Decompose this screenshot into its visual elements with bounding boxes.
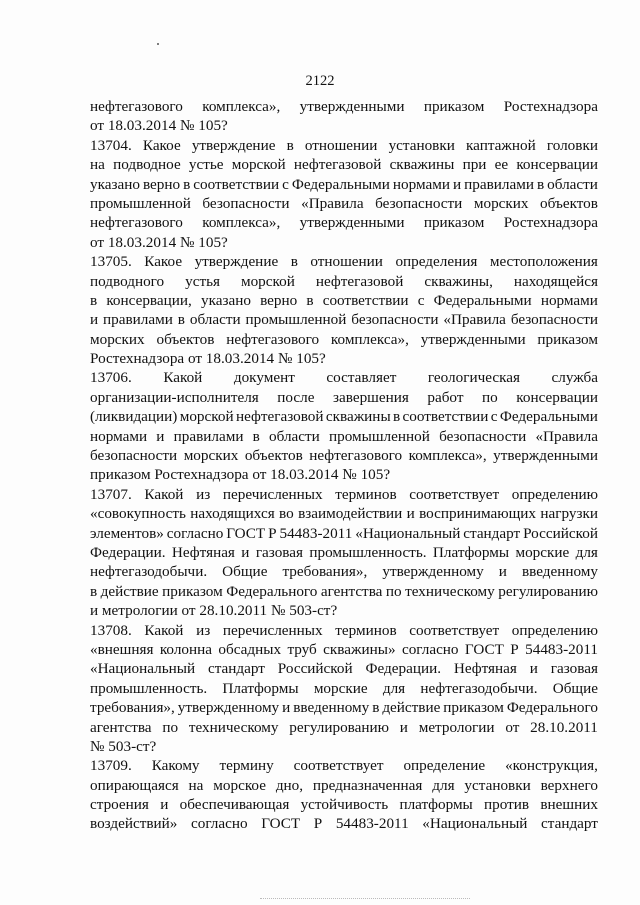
text-line: Ростехнадзора от 18.03.2014 № 105? [90, 350, 326, 368]
text-line: опирающаяся на морское дно, предназначенная для установки верхнего [90, 776, 598, 794]
text-line: «совокупность находящихся во взаимодействии и воспринимающих нагрузки [90, 505, 598, 523]
text-line: промышленность. Платформы морские для нефтегазодобычи. Общие [90, 679, 598, 697]
text-line: (ликвидации) морской нефтегазовой скважины в соответствии с Федеральными [90, 408, 598, 426]
page-number: 2122 [305, 73, 335, 89]
text-line: 13705. Какое утверждение в отношении определения местоположения [90, 253, 598, 271]
text-line: нормами и правилами в области промышленной безопасности «Правила [90, 427, 598, 445]
text-line: морских объектов нефтегазового комплекса», утвержденными приказом [90, 330, 598, 348]
text-line: промышленной безопасности «Правила безопасности морских объектов [90, 194, 598, 212]
scan-edge-mark [260, 898, 470, 902]
text-line: от 18.03.2014 № 105? [90, 233, 228, 251]
text-line: 13704. Какое утверждение в отношении установки каптажной головки [90, 136, 598, 154]
text-line: строения и обеспечивающая устойчивость платформы против внешних [90, 796, 598, 814]
text-line: 13707. Какой из перечисленных терминов соответствует определению [90, 485, 598, 503]
text-line: элементов» согласно ГОСТ Р 54483-2011 «Национальный стандарт Российской [90, 524, 598, 542]
text-line: воздействий» согласно ГОСТ Р 54483-2011 «Национальный стандарт [90, 815, 598, 833]
text-line: и метрологии от 28.10.2011 № 503-ст? [90, 602, 338, 620]
text-line: нефтегазодобычи. Общие требования», утвержденному и введенному [90, 563, 598, 581]
scan-speck [157, 43, 159, 45]
text-line: нефтегазового комплекса», утвержденными приказом Ростехнадзора [90, 98, 598, 115]
text-line: Федерации. Нефтяная и газовая промышленность. Платформы морские для [90, 543, 598, 561]
text-line: и правилами в области промышленной безопасности «Правила безопасности [90, 311, 598, 329]
text-line: «Национальный стандарт Российской Федерации. Нефтяная и газовая [90, 660, 598, 678]
text-line: нефтегазового комплекса», утвержденными приказом Ростехнадзора [90, 214, 598, 232]
text-line: 13708. Какой из перечисленных терминов соответствует определению [90, 621, 598, 639]
text-line: агентства по техническому регулированию и метрологии от 28.10.2011 [90, 718, 598, 736]
text-line: 13706. Какой документ составляет геологическая служба [90, 369, 598, 387]
text-line: подводного устья морской нефтегазовой скважины, находящейся [90, 272, 598, 290]
text-line: организации-исполнителя после завершения работ по консервации [90, 388, 598, 406]
text-line: указано верно в соответствии с Федеральными нормами и правилами в области [90, 175, 598, 193]
text-line: в консервации, указано верно в соответствии с Федеральными нормами [90, 291, 598, 309]
document-body [90, 97, 598, 834]
text-line: «внешняя колонна обсадных труб скважины» согласно ГОСТ Р 54483-2011 [90, 640, 598, 658]
text-line: безопасности морских объектов нефтегазового комплекса», утвержденными [90, 447, 598, 465]
text-line: от 18.03.2014 № 105? [90, 117, 228, 135]
text-line: на подводное устье морской нефтегазовой скважины при ее консервации [90, 156, 598, 174]
text-line: № 503-ст? [90, 737, 157, 755]
text-line: 13709. Какому термину соответствует определение «конструкция, [90, 757, 598, 775]
text-line: в действие приказом Федерального агентства по техническому регулированию [90, 582, 598, 600]
text-line: приказом Ростехнадзора от 18.03.2014 № 105? [90, 466, 391, 484]
text-line: требования», утвержденному и введенному в действие приказом Федерального [90, 699, 598, 717]
